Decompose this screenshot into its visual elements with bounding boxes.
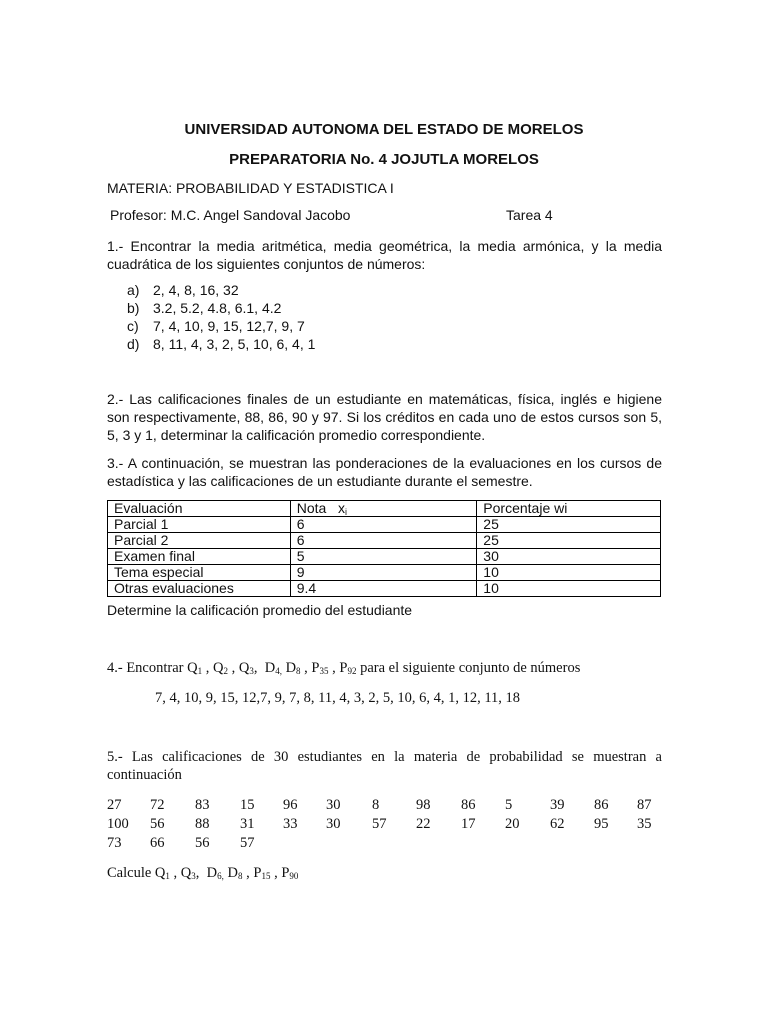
header-grade-label: Nota: [296, 500, 327, 516]
measure-subscript: 1: [197, 666, 203, 676]
table-cell: 9.4: [290, 581, 477, 597]
table-cell: 30: [477, 549, 661, 565]
question-1-text: 1.- Encontrar la media aritmética, media geométrica, la media armónica, y la media cuadrática de los siguientes conjuntos de números:: [107, 238, 662, 272]
header-cell-evaluation: Evaluación: [108, 501, 291, 517]
table-cell: 6: [290, 533, 477, 549]
question-5-measures: [155, 865, 298, 881]
measure-symbol: Q: [180, 865, 192, 881]
measure-separator: ,: [227, 660, 239, 676]
score-cell: 87: [637, 797, 652, 813]
score-cell: 22: [416, 816, 431, 832]
table-row: [108, 581, 661, 597]
score-cell: 56: [150, 816, 165, 832]
set-label: c): [127, 318, 139, 334]
score-cell: 86: [594, 797, 609, 813]
measure-subscript: 1: [165, 871, 170, 881]
measure-symbol: Q: [187, 660, 198, 676]
table-cell: 10: [477, 565, 661, 581]
measure-symbol: D: [264, 660, 276, 676]
table-cell: 5: [290, 549, 477, 565]
table-header-row: [108, 501, 661, 517]
measure-subscript: 90: [289, 871, 299, 881]
set-values: 7, 4, 10, 9, 15, 12,7, 9, 7: [153, 318, 305, 334]
set-values: 8, 11, 4, 3, 2, 5, 10, 6, 4, 1: [153, 336, 316, 352]
measure-separator: ,: [195, 865, 207, 881]
measure-symbol: P: [253, 865, 262, 881]
subject-line: MATERIA: PROBABILIDAD Y ESTADISTICA I: [107, 180, 394, 196]
university-title: UNIVERSIDAD AUTONOMA DEL ESTADO DE MORELOS: [184, 121, 584, 138]
table-cell: 25: [477, 517, 661, 533]
professor-line: Profesor: M.C. Angel Sandoval Jacobo: [110, 207, 351, 223]
table-cell: 9: [290, 565, 477, 581]
question-4-text: [107, 660, 580, 677]
question-5-text: 5.- Las calificaciones de 30 estudiantes en la materia de probabilidad se muestran a continuación: [107, 749, 662, 783]
measure-separator: ,: [242, 865, 254, 881]
header-grade-symbol: x: [337, 500, 345, 516]
measure-symbol: D: [227, 865, 238, 881]
measure-subscript: 3: [191, 871, 196, 881]
measure-subscript: 4,: [275, 666, 282, 676]
measure-symbol: D: [206, 865, 218, 881]
measure-symbol: D: [285, 660, 297, 676]
score-cell: 5: [505, 797, 513, 813]
measure-symbol: Q: [212, 660, 224, 676]
score-cell: 8: [372, 797, 380, 813]
score-cell: 72: [150, 797, 165, 813]
school-title: PREPARATORIA No. 4 JOJUTLA MORELOS: [229, 151, 539, 168]
set-values: 2, 4, 8, 16, 32: [153, 282, 239, 298]
score-cell: 73: [107, 835, 122, 851]
homework-label: Tarea 4: [506, 207, 553, 223]
measure-symbol: Q: [154, 865, 166, 881]
measure-subscript: 8: [237, 871, 243, 881]
score-cell: 20: [505, 816, 520, 832]
score-cell: 27: [107, 797, 122, 813]
score-cell: 56: [195, 835, 210, 851]
score-cell: 15: [240, 797, 255, 813]
measure-symbol: P: [281, 865, 290, 881]
question-4-prefix: 4.- Encontrar: [107, 660, 188, 676]
table-row: [108, 565, 661, 581]
measure-subscript: 2: [223, 666, 228, 676]
question-5-calc: [107, 865, 298, 882]
measure-symbol: Q: [238, 660, 250, 676]
set-values: 3.2, 5.2, 4.8, 6.1, 4.2: [153, 300, 282, 316]
table-cell: 25: [477, 533, 661, 549]
table-cell: Otras evaluaciones: [108, 581, 291, 597]
measure-separator: ,: [270, 865, 282, 881]
question-4-data: 7, 4, 10, 9, 15, 12,7, 9, 7, 8, 11, 4, 3, 2, 5, 10, 6, 4, 1, 12, 11, 18: [155, 690, 521, 706]
score-cell: 88: [195, 816, 210, 832]
score-cell: 31: [240, 816, 255, 832]
score-cell: 96: [283, 797, 298, 813]
table-cell: 10: [477, 581, 661, 597]
measure-symbol: P: [311, 660, 320, 676]
score-cell: 98: [416, 797, 431, 813]
table-row: [108, 517, 661, 533]
measure-subscript: 15: [261, 871, 271, 881]
score-cell: 62: [550, 816, 565, 832]
score-cell: 83: [195, 797, 210, 813]
header-cell-percentage: Porcentaje wi: [477, 501, 661, 517]
question-2-text: 2.- Las calificaciones finales de un estudiante en matemáticas, física, inglés e higiene son respectivamente, 88, 86, 90 y 97. Si los créditos en cada uno de estos cursos son 5, 5, 3 y 1, determinar la calificación promedio correspondiente.: [107, 391, 662, 443]
table-cell: Parcial 1: [108, 517, 291, 533]
question-4-measures: [187, 660, 356, 676]
measure-subscript: 3: [249, 666, 254, 676]
score-cell: 30: [326, 816, 341, 832]
score-cell: 33: [283, 816, 298, 832]
question-3-footer: Determine la calificación promedio del estudiante: [107, 602, 413, 618]
measure-symbol: P: [339, 660, 348, 676]
header-grade-subscript: i: [344, 507, 347, 517]
set-label: b): [127, 300, 140, 316]
question-3-text: 3.- A continuación, se muestran las ponderaciones de la evaluaciones en los cursos de estadística y las calificaciones de un estudiante durante el semestre.: [107, 455, 662, 489]
set-item: [107, 281, 315, 299]
table-cell: 6: [290, 517, 477, 533]
evaluation-table: [107, 500, 661, 597]
measure-separator: ,: [328, 660, 340, 676]
score-cell: 66: [150, 835, 165, 851]
measure-subscript: 6,: [217, 871, 224, 881]
table-cell: Tema especial: [108, 565, 291, 581]
table-cell: Parcial 2: [108, 533, 291, 549]
set-label: a): [127, 282, 140, 298]
score-cell: 57: [372, 816, 387, 832]
measure-separator: ,: [253, 660, 265, 676]
score-cell: 35: [637, 816, 652, 832]
set-label: d): [127, 336, 140, 352]
measure-subscript: 92: [347, 666, 357, 676]
measure-separator: ,: [169, 865, 181, 881]
measure-subscript: 35: [319, 666, 329, 676]
measure-subscript: 8: [296, 666, 301, 676]
score-cell: 57: [240, 835, 255, 851]
table-cell: Examen final: [108, 549, 291, 565]
table-row: [108, 549, 661, 565]
score-cell: 17: [461, 816, 476, 832]
score-cell: 86: [461, 797, 476, 813]
table-row: [108, 533, 661, 549]
set-item: [107, 335, 315, 353]
question-5-prefix: Calcule: [107, 865, 155, 881]
set-item: [107, 299, 315, 317]
score-cell: 100: [107, 816, 129, 832]
measure-separator: ,: [300, 660, 312, 676]
header-cell-grade: [290, 501, 477, 517]
score-cell: 30: [326, 797, 341, 813]
score-cell: 95: [594, 816, 609, 832]
set-item: [107, 317, 315, 335]
score-cell: 39: [550, 797, 565, 813]
measure-separator: ,: [202, 660, 213, 676]
question-4-suffix: para el siguiente conjunto de números: [356, 660, 581, 676]
question-1-sets: [107, 281, 315, 353]
